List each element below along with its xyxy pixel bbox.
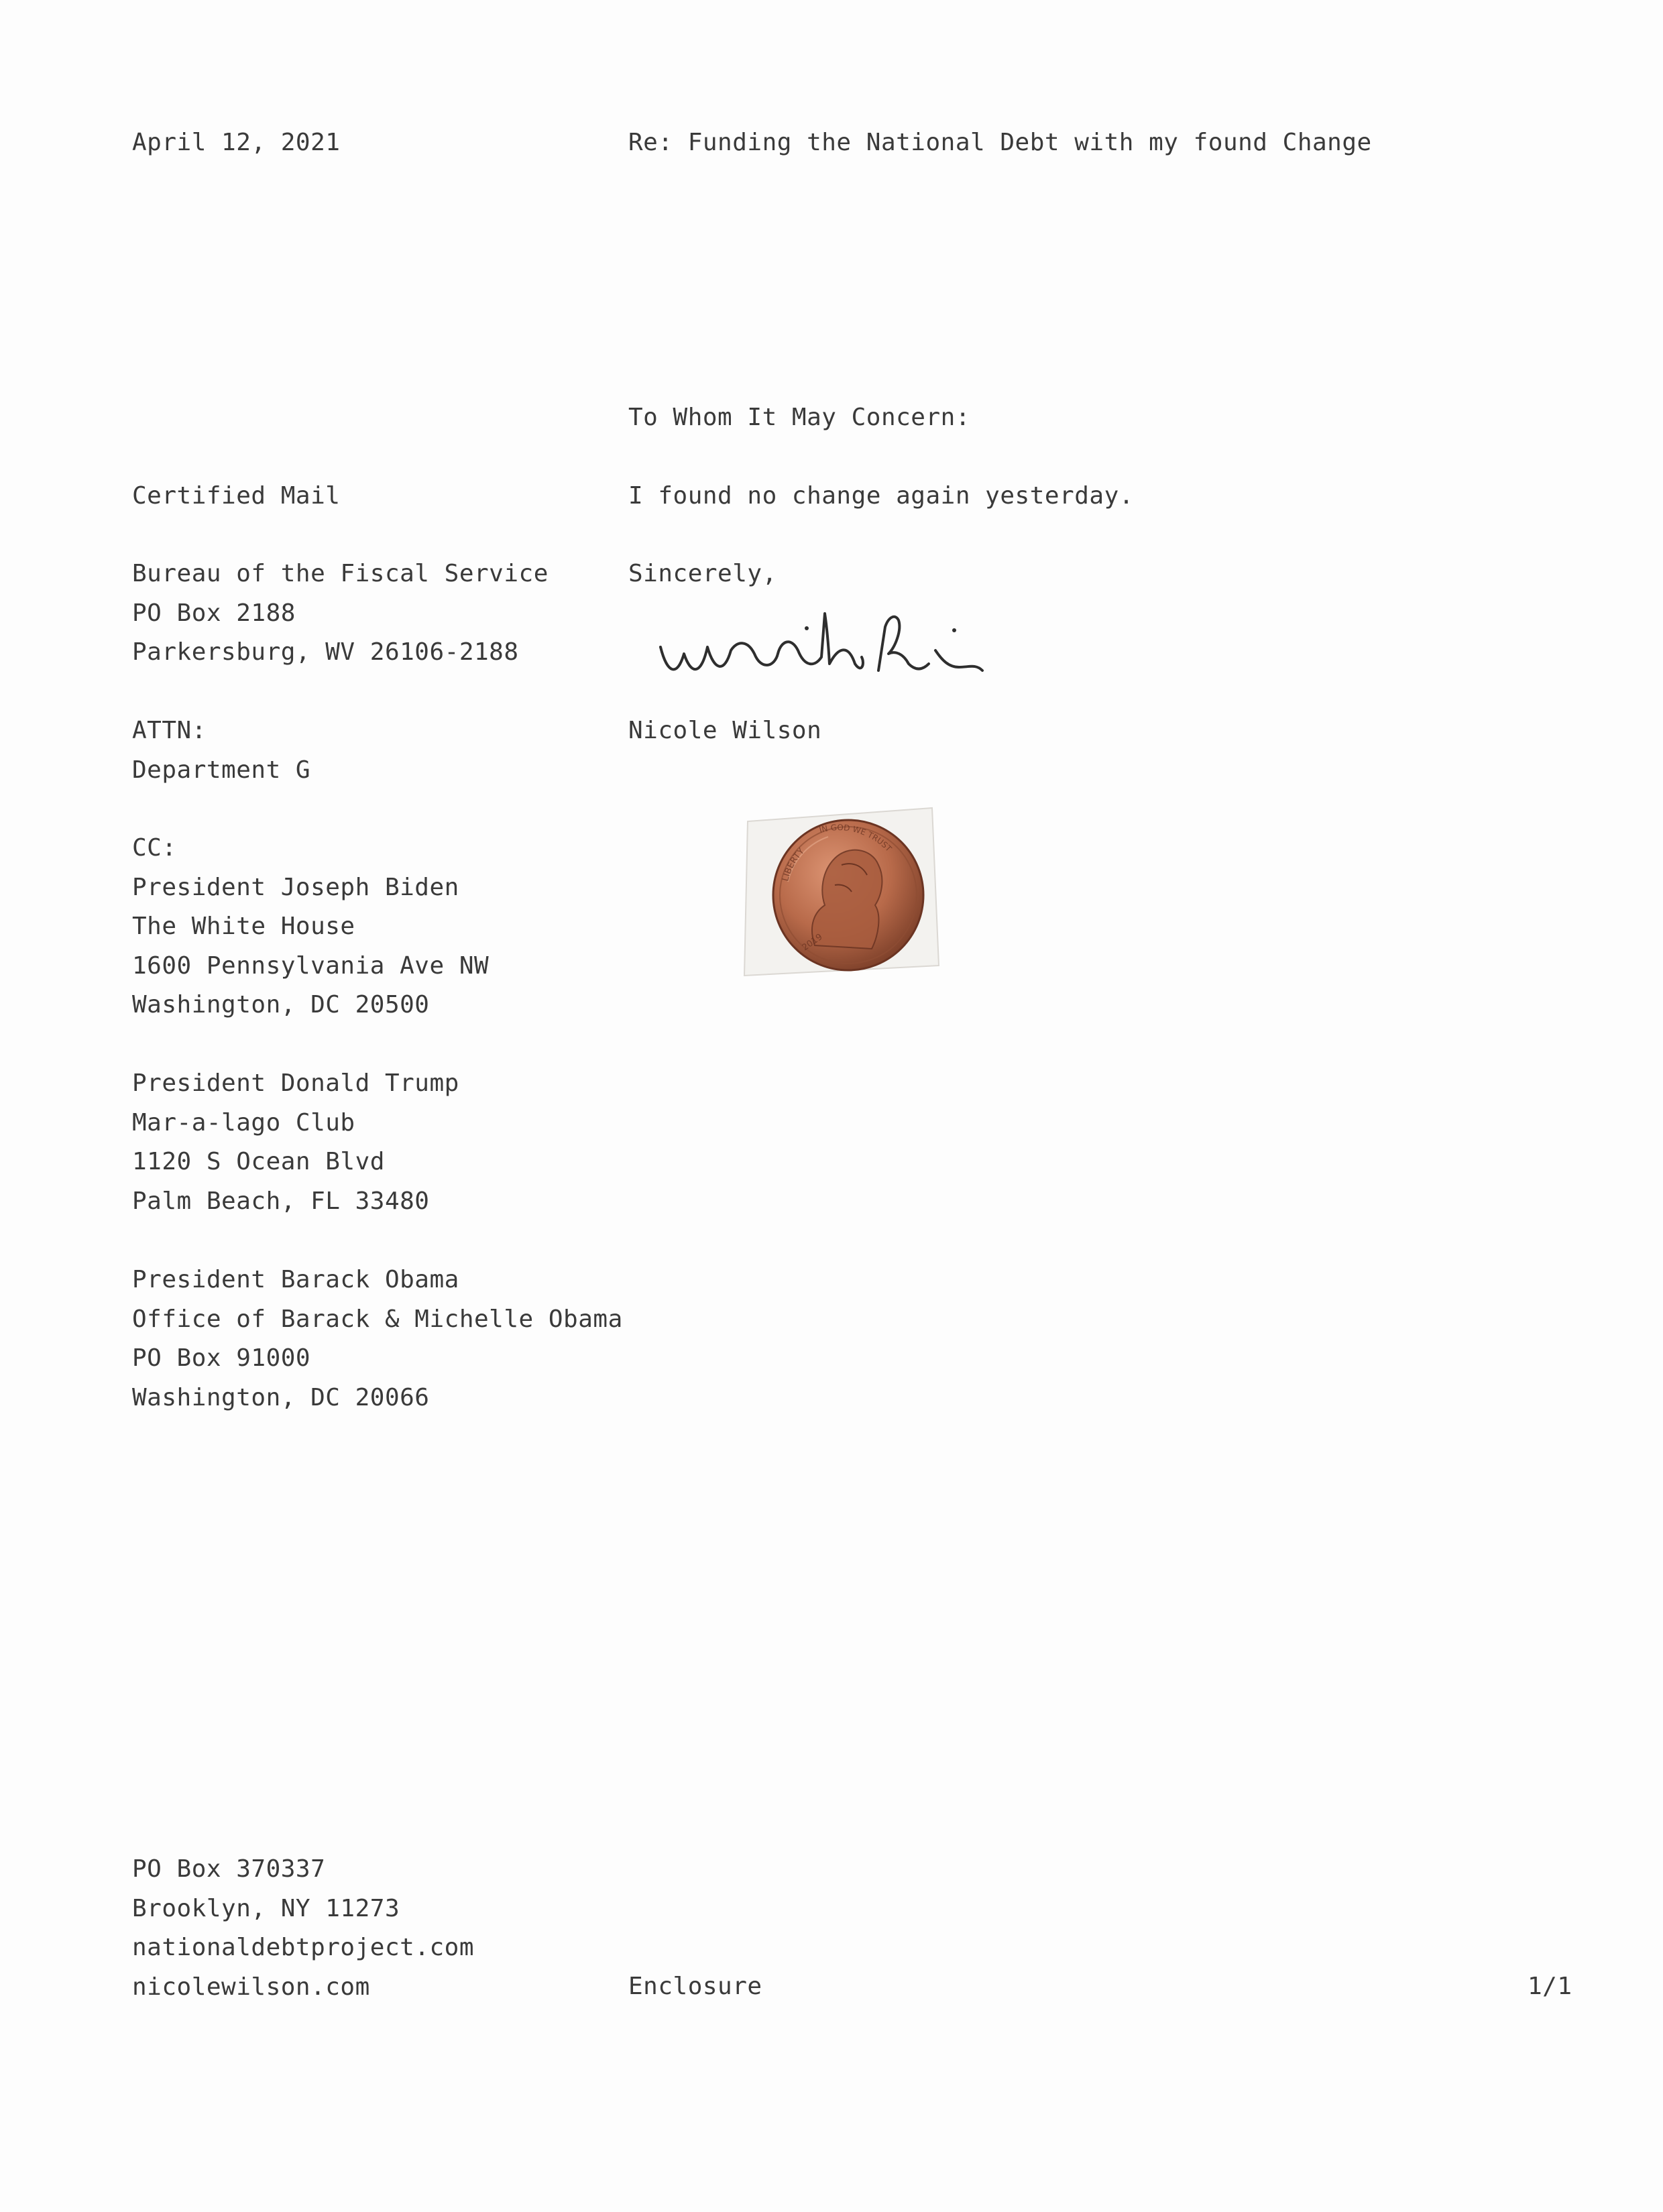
attn-block (132, 711, 310, 790)
cc-obama-name: President Barack Obama (132, 1266, 459, 1293)
sender-address (132, 1850, 474, 2007)
sender-website-2: nicolewilson.com (132, 1973, 370, 2001)
signature-image (654, 600, 989, 694)
cc-trump-org: Mar-a-lago Club (132, 1108, 355, 1137)
page-number: 1/1 (1528, 1973, 1572, 2000)
attn-label: ATTN: (132, 717, 207, 744)
recipient-po-box: PO Box 2188 (132, 599, 296, 627)
cc-trump-street: 1120 S Ocean Blvd (132, 1148, 385, 1175)
cc-obama-po-box: PO Box 91000 (132, 1344, 311, 1372)
coin-liberty-text: LIBERTY (781, 846, 807, 883)
cc-biden-org: The White House (132, 913, 355, 940)
sender-po-box: PO Box 370337 (132, 1855, 326, 1883)
cc-biden-city: Washington, DC 20500 (132, 991, 430, 1018)
cc-trump-city: Palm Beach, FL 33480 (132, 1187, 430, 1215)
cc-trump-name: President Donald Trump (132, 1069, 459, 1097)
cc-block (132, 829, 489, 1025)
penny-image (741, 798, 942, 986)
enclosure-label: Enclosure (628, 1973, 762, 2000)
coin-year-text: 2019 (800, 932, 825, 953)
sender-city: Brooklyn, NY 11273 (132, 1894, 400, 1922)
cc-label: CC: (132, 834, 177, 862)
cc-biden-name: President Joseph Biden (132, 873, 459, 901)
closing: Sincerely, (628, 560, 777, 587)
cc-obama-org: Office of Barack & Michelle Obama (132, 1305, 623, 1333)
salutation: To Whom It May Concern: (628, 404, 970, 431)
cc-obama-city: Washington, DC 20066 (132, 1383, 430, 1411)
recipient-name: Bureau of the Fiscal Service (132, 560, 549, 587)
cc-biden-street: 1600 Pennsylvania Ave NW (132, 951, 490, 980)
letter-subject: Re: Funding the National Debt with my found Change (628, 129, 1372, 156)
recipient-city: Parkersburg, WV 26106-2188 (132, 638, 519, 666)
recipient-address (132, 555, 549, 673)
letter-message: I found no change again yesterday. (628, 482, 1134, 510)
signature-name: Nicole Wilson (628, 717, 822, 744)
attn-department: Department G (132, 756, 311, 784)
cc-trump-address (132, 1064, 459, 1221)
coin-motto-text: IN GOD WE TRUST (818, 823, 894, 854)
cc-obama-address (132, 1261, 623, 1417)
mail-type: Certified Mail (132, 482, 341, 510)
letter-date: April 12, 2021 (132, 129, 341, 156)
sender-website-1: nationaldebtproject.com (132, 1934, 474, 1961)
